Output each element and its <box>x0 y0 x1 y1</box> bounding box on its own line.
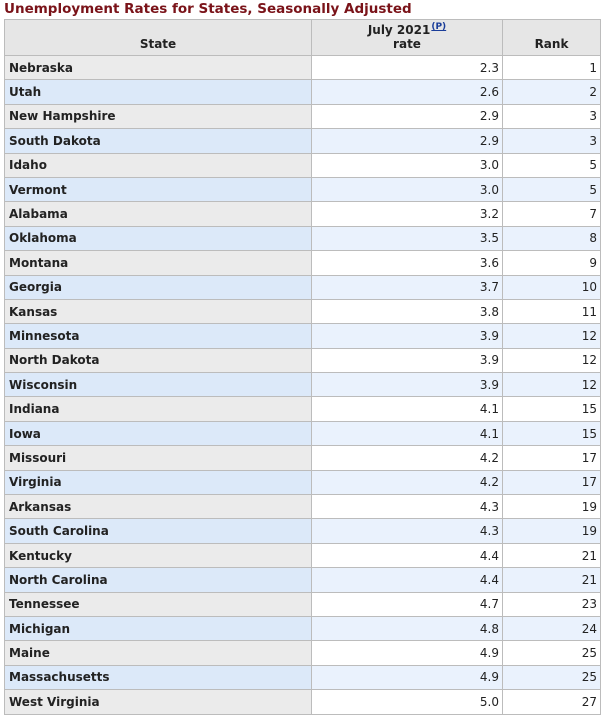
column-header-rate-label: rate <box>393 37 421 51</box>
rate-cell: 5.0 <box>312 690 503 714</box>
state-cell: Utah <box>5 80 312 104</box>
table-row <box>5 592 601 616</box>
state-cell: Arkansas <box>5 495 312 519</box>
rank-cell: 11 <box>503 299 601 323</box>
table-row <box>5 80 601 104</box>
rank-cell: 2 <box>503 80 601 104</box>
table-row <box>5 616 601 640</box>
state-cell: Virginia <box>5 470 312 494</box>
state-cell: Maine <box>5 641 312 665</box>
rank-cell: 21 <box>503 543 601 567</box>
table-row <box>5 421 601 445</box>
rate-cell: 3.2 <box>312 202 503 226</box>
rate-cell: 4.9 <box>312 665 503 689</box>
rate-cell: 4.2 <box>312 470 503 494</box>
rank-cell: 8 <box>503 226 601 250</box>
rate-cell: 4.1 <box>312 421 503 445</box>
table-row <box>5 470 601 494</box>
rank-cell: 17 <box>503 446 601 470</box>
table-row <box>5 373 601 397</box>
table-row <box>5 690 601 714</box>
rate-cell: 2.6 <box>312 80 503 104</box>
rate-cell: 3.5 <box>312 226 503 250</box>
state-cell: Tennessee <box>5 592 312 616</box>
table-row <box>5 397 601 421</box>
rate-cell: 3.6 <box>312 251 503 275</box>
rank-cell: 7 <box>503 202 601 226</box>
rank-cell: 21 <box>503 568 601 592</box>
state-cell: Kansas <box>5 299 312 323</box>
rate-cell: 3.9 <box>312 348 503 372</box>
rate-cell: 3.0 <box>312 153 503 177</box>
table-row <box>5 495 601 519</box>
state-cell: New Hampshire <box>5 104 312 128</box>
rank-cell: 12 <box>503 348 601 372</box>
rank-cell: 5 <box>503 177 601 201</box>
column-header-state <box>5 20 312 56</box>
rate-cell: 2.9 <box>312 104 503 128</box>
table-row <box>5 568 601 592</box>
rate-cell: 4.8 <box>312 616 503 640</box>
rate-cell: 4.4 <box>312 543 503 567</box>
rate-cell: 4.7 <box>312 592 503 616</box>
rank-cell: 9 <box>503 251 601 275</box>
state-cell: North Carolina <box>5 568 312 592</box>
table-row <box>5 665 601 689</box>
table-row <box>5 104 601 128</box>
state-cell: North Dakota <box>5 348 312 372</box>
state-cell: Michigan <box>5 616 312 640</box>
rate-cell: 3.9 <box>312 324 503 348</box>
state-cell: Massachusetts <box>5 665 312 689</box>
table-row <box>5 202 601 226</box>
state-cell: Indiana <box>5 397 312 421</box>
table-row <box>5 251 601 275</box>
table-row <box>5 153 601 177</box>
rank-cell: 25 <box>503 665 601 689</box>
rank-cell: 15 <box>503 421 601 445</box>
table-caption: Unemployment Rates for States, Seasonally Adjusted <box>4 1 412 17</box>
column-header-period: July 2021 <box>367 23 431 37</box>
rate-cell: 3.7 <box>312 275 503 299</box>
table-row <box>5 324 601 348</box>
state-cell: Wisconsin <box>5 373 312 397</box>
rank-cell: 23 <box>503 592 601 616</box>
table-row <box>5 348 601 372</box>
table-row <box>5 446 601 470</box>
table-row <box>5 177 601 201</box>
state-cell: Kentucky <box>5 543 312 567</box>
table-row <box>5 299 601 323</box>
rank-cell: 3 <box>503 104 601 128</box>
column-header-state-label: State <box>139 37 177 51</box>
rate-cell: 4.1 <box>312 397 503 421</box>
table-row <box>5 519 601 543</box>
state-cell: Nebraska <box>5 56 312 80</box>
table-row <box>5 56 601 80</box>
rank-cell: 19 <box>503 495 601 519</box>
rank-cell: 15 <box>503 397 601 421</box>
column-header-rate <box>312 20 503 56</box>
state-cell: Alabama <box>5 202 312 226</box>
state-cell: South Carolina <box>5 519 312 543</box>
rate-cell: 2.3 <box>312 56 503 80</box>
state-cell: Iowa <box>5 421 312 445</box>
table-body <box>5 56 601 715</box>
state-cell: Georgia <box>5 275 312 299</box>
state-cell: Oklahoma <box>5 226 312 250</box>
rate-cell: 3.8 <box>312 299 503 323</box>
rank-cell: 10 <box>503 275 601 299</box>
header-row <box>5 20 601 56</box>
rate-cell: 4.3 <box>312 495 503 519</box>
rank-cell: 3 <box>503 129 601 153</box>
preliminary-footnote-link[interactable]: (P) <box>431 22 447 32</box>
state-cell: Missouri <box>5 446 312 470</box>
rank-cell: 1 <box>503 56 601 80</box>
rank-cell: 24 <box>503 616 601 640</box>
rate-cell: 4.3 <box>312 519 503 543</box>
state-cell: West Virginia <box>5 690 312 714</box>
state-cell: South Dakota <box>5 129 312 153</box>
unemployment-table <box>4 19 601 715</box>
rate-cell: 4.4 <box>312 568 503 592</box>
state-cell: Minnesota <box>5 324 312 348</box>
table-row <box>5 226 601 250</box>
column-header-rank-label: Rank <box>534 37 569 51</box>
rank-cell: 27 <box>503 690 601 714</box>
rate-cell: 4.9 <box>312 641 503 665</box>
rate-cell: 3.0 <box>312 177 503 201</box>
rate-cell: 3.9 <box>312 373 503 397</box>
state-cell: Vermont <box>5 177 312 201</box>
table-row <box>5 129 601 153</box>
rank-cell: 5 <box>503 153 601 177</box>
rank-cell: 25 <box>503 641 601 665</box>
rate-cell: 2.9 <box>312 129 503 153</box>
table-row <box>5 543 601 567</box>
column-header-rank <box>503 20 601 56</box>
table-row <box>5 641 601 665</box>
rank-cell: 12 <box>503 373 601 397</box>
rank-cell: 19 <box>503 519 601 543</box>
state-cell: Montana <box>5 251 312 275</box>
rate-cell: 4.2 <box>312 446 503 470</box>
table-row <box>5 275 601 299</box>
rank-cell: 12 <box>503 324 601 348</box>
state-cell: Idaho <box>5 153 312 177</box>
rank-cell: 17 <box>503 470 601 494</box>
